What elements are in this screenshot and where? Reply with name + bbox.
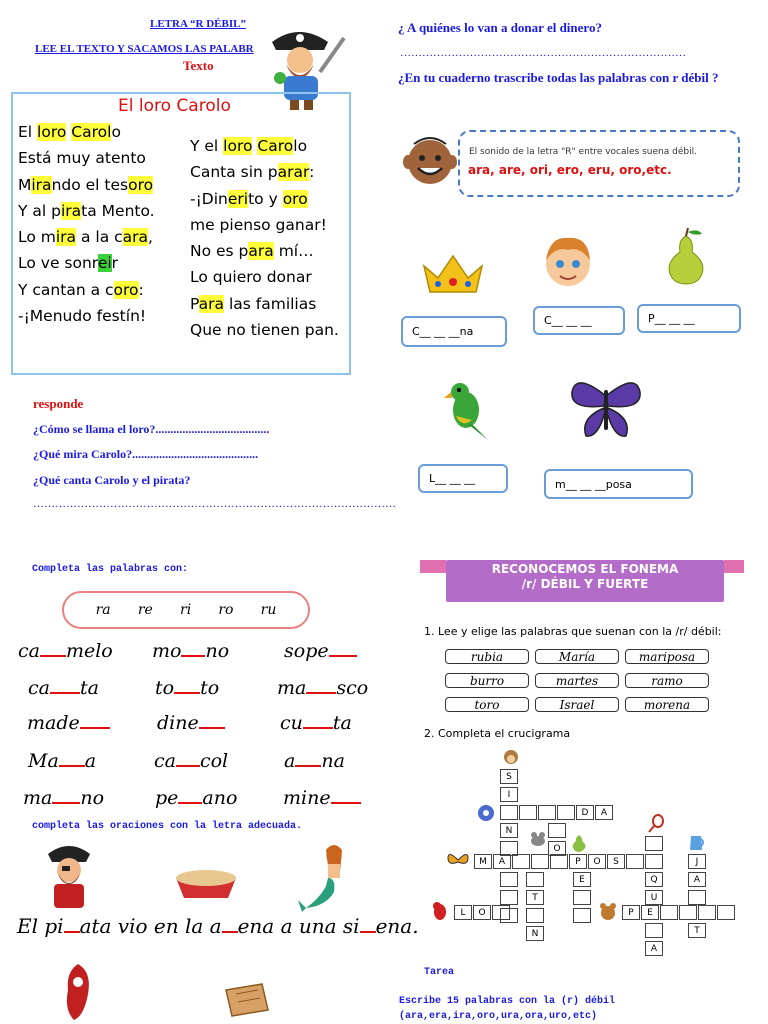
question-donate: ¿ A quiénes lo van a donar el dinero?: [398, 20, 602, 35]
crossword-cell[interactable]: S: [607, 854, 625, 869]
poem-line: No es para mí…: [190, 242, 314, 261]
butterfly-icon: [566, 372, 646, 444]
crossword-cell[interactable]: [688, 890, 706, 905]
poem-line: Y cantan a coro:: [18, 280, 144, 299]
poem-line: Lo mira a la cara,: [18, 228, 153, 247]
crossword-cell[interactable]: [500, 890, 518, 905]
tarea-line-1: Escribe 15 palabras con la (r) débil: [399, 996, 616, 1007]
poem-right-stanza: [190, 133, 339, 343]
word-chip[interactable]: Israel: [535, 697, 619, 712]
crossword-cell[interactable]: S: [500, 769, 518, 784]
crossword-cell[interactable]: O: [548, 841, 566, 856]
syllable: ra: [95, 602, 111, 618]
crossword-cell[interactable]: [679, 905, 697, 920]
crossword-cell[interactable]: [492, 905, 510, 920]
read-instruction: LEE EL TEXTO Y SACAMOS LAS PALABR: [35, 43, 254, 55]
crossword-cell[interactable]: [548, 823, 566, 838]
red-object-icon: [60, 960, 96, 1022]
poem-line: -¡Dinerito y oro: [190, 189, 308, 208]
crossword-instruction: 2. Completa el crucigrama: [424, 727, 571, 740]
banner-accent: [420, 560, 446, 573]
tip-examples: ara, are, ori, ero, eru, oro,etc.: [468, 163, 672, 177]
jar-icon: [686, 832, 706, 852]
word-chip[interactable]: mariposa: [625, 649, 709, 664]
crossword-cell[interactable]: [538, 805, 556, 820]
crossword-cell[interactable]: T: [688, 923, 706, 938]
word-chip[interactable]: martes: [535, 673, 619, 688]
fill-word[interactable]: ma sco: [277, 677, 369, 699]
sentence-instruction: completa las oraciones con la letra adecuada.: [32, 821, 303, 832]
poem-line: Está muy atento: [18, 149, 146, 168]
child-face-icon: [540, 232, 596, 290]
crossword-cell[interactable]: [519, 805, 537, 820]
poem-left-stanza: [18, 119, 155, 329]
choose-instruction: 1. Lee y elige las palabras que suenan con la /r/ débil:: [424, 625, 722, 638]
crossword-cell[interactable]: [645, 923, 663, 938]
texto-label: Texto: [183, 58, 214, 73]
fill-word[interactable]: mine: [283, 787, 361, 809]
crossword-cell[interactable]: O: [588, 854, 606, 869]
monkey-icon: [502, 748, 520, 768]
poem-line: Que no tienen pan.: [190, 321, 339, 340]
poem-line: Lo ve sonreir: [18, 254, 119, 273]
parrot-icon: [442, 380, 494, 444]
answer-line-donate[interactable]: ……………………………………………………………………: [400, 47, 686, 59]
butterfly-small-icon: [446, 850, 470, 870]
tarea-text: [399, 994, 615, 1024]
syllable: ri: [180, 602, 192, 618]
crossword-cell[interactable]: [645, 854, 663, 869]
loro-answer-box[interactable]: L__ __ __: [418, 464, 508, 493]
poem-line: Para las familias: [190, 294, 317, 313]
pirate-icon: [40, 840, 98, 910]
poem-line: me pienso ganar!: [190, 215, 327, 234]
mariposa-answer-box[interactable]: m__ __ __posa: [544, 469, 693, 499]
racket-icon: [646, 814, 666, 834]
responde-label: responde: [33, 396, 84, 411]
parrot-small-icon: [428, 900, 450, 922]
crossword-cell[interactable]: [573, 890, 591, 905]
fill-word[interactable]: sope: [284, 640, 357, 662]
fill-word[interactable]: Ma a: [28, 750, 97, 772]
crossword-cell[interactable]: [550, 854, 568, 869]
syllable: ru: [260, 602, 277, 618]
complete-instruction: Completa las palabras con:: [32, 564, 189, 575]
banner-accent: [724, 560, 744, 573]
crossword-cell[interactable]: A: [645, 941, 663, 956]
question-carolo-looks: ¿Qué mira Carolo?..........................................: [33, 447, 259, 461]
fill-word[interactable]: made: [27, 712, 110, 734]
crossword-cell[interactable]: U: [645, 890, 663, 905]
crossword-cell[interactable]: D: [576, 805, 594, 820]
syllable: ro: [218, 602, 234, 618]
word-chip[interactable]: María: [535, 649, 619, 664]
word-chip[interactable]: ramo: [625, 673, 709, 688]
fill-word[interactable]: dine: [157, 712, 225, 734]
crossword-cell[interactable]: J: [688, 854, 706, 869]
poem-line: Mirando el tesoro: [18, 175, 154, 194]
poem-line: -¡Menudo festín!: [18, 307, 147, 326]
crossword-cell[interactable]: [573, 908, 591, 923]
fill-word[interactable]: ca melo: [18, 640, 113, 662]
question-loro-name: ¿Cómo se llama el loro?......................................: [33, 422, 270, 436]
syllable-cloud: [62, 591, 310, 629]
crossword-cell[interactable]: E: [573, 872, 591, 887]
syllable: re: [137, 602, 153, 618]
tile-icon: [218, 980, 274, 1020]
crown-icon: [420, 252, 486, 296]
crossword-cell[interactable]: E: [641, 905, 659, 920]
tip-text: El sonido de la letra "R" entre vocales suena débil.: [469, 147, 697, 157]
word-chip[interactable]: morena: [625, 697, 709, 712]
word-chip[interactable]: toro: [445, 697, 529, 712]
dial-icon: [476, 803, 496, 823]
fill-word[interactable]: ma no: [23, 787, 105, 809]
poem-line: El loro Carolo: [18, 123, 121, 141]
tarea-line-2: (ara,era,ira,oro,ura,ora,uro,etc): [399, 1011, 598, 1022]
crossword-cell[interactable]: [626, 854, 644, 869]
pear-small-icon: [570, 832, 588, 852]
banner-title: RECONOCEMOS EL FONEMA: [491, 562, 679, 576]
fill-word[interactable]: pe ano: [155, 787, 238, 809]
word-chip[interactable]: rubia: [445, 649, 529, 664]
crossword-cell[interactable]: [531, 854, 549, 869]
cara-answer-box[interactable]: C__ __ __: [533, 306, 625, 335]
crossword-cell[interactable]: P: [622, 905, 640, 920]
crossword-cell[interactable]: L: [454, 905, 472, 920]
crossword-cell[interactable]: M: [474, 854, 492, 869]
worksheet-title: LETRA “R DÉBIL”: [150, 18, 246, 30]
question-carolo-sings: ¿Qué canta Carolo y el pirata?: [33, 473, 191, 487]
pera-answer-box[interactable]: P__ __ __: [637, 304, 741, 333]
mermaid-icon: [296, 842, 362, 914]
crossword-cell[interactable]: [645, 836, 663, 851]
fill-word[interactable]: ca col: [154, 750, 229, 772]
crossword-cell[interactable]: [500, 805, 518, 820]
mouse-icon: [529, 829, 547, 849]
fill-word[interactable]: to to: [155, 677, 220, 699]
crossword-cell[interactable]: P: [569, 854, 587, 869]
bear-icon: [598, 900, 618, 922]
poem-line: Canta sin parar:: [190, 163, 315, 182]
word-chip[interactable]: burro: [445, 673, 529, 688]
boy-face-icon: [402, 132, 460, 188]
question-transcribe: ¿En tu cuaderno trascribe todas las palabras con r débil ?: [398, 70, 719, 85]
crossword-cell[interactable]: [717, 905, 735, 920]
crossword-cell[interactable]: [660, 905, 678, 920]
crossword-cell[interactable]: A: [493, 854, 511, 869]
answer-line[interactable]: ………………………………………………………………………………………: [33, 498, 396, 510]
crossword-cell[interactable]: [526, 872, 544, 887]
crossword-cell[interactable]: [512, 854, 530, 869]
fill-word[interactable]: ca ta: [28, 677, 99, 699]
tarea-label: Tarea: [424, 967, 455, 978]
crossword-cell[interactable]: [698, 905, 716, 920]
crossword-cell[interactable]: [500, 872, 518, 887]
crossword-cell[interactable]: Q: [645, 872, 663, 887]
crossword-cell[interactable]: T: [526, 890, 544, 905]
crossword-cell[interactable]: N: [526, 926, 544, 941]
crossword-cell[interactable]: I: [500, 787, 518, 802]
sentence-fill[interactable]: El pi ata vio en la a ena a una si ena.: [17, 914, 419, 938]
fill-word[interactable]: a na: [284, 750, 345, 772]
sand-tray-icon: [170, 862, 242, 906]
fill-word[interactable]: mo no: [152, 640, 230, 662]
poem-title: El loro Carolo: [118, 96, 231, 116]
crossword-cell[interactable]: O: [473, 905, 491, 920]
crossword-cell[interactable]: [526, 908, 544, 923]
crossword-cell[interactable]: A: [688, 872, 706, 887]
fill-word[interactable]: cu ta: [280, 712, 352, 734]
poem-line: Y al pirata Mento.: [18, 201, 155, 220]
crossword-cell[interactable]: [557, 805, 575, 820]
pear-icon: [662, 226, 710, 286]
crossword-cell[interactable]: A: [595, 805, 613, 820]
banner-subtitle: /r/ DÉBIL Y FUERTE: [521, 577, 649, 591]
poem-line: Y el loro Carolo: [190, 137, 308, 155]
poem-line: Lo quiero donar: [190, 268, 312, 287]
corona-answer-box[interactable]: C__ __ __na: [401, 316, 507, 347]
crossword-cell[interactable]: N: [500, 823, 518, 838]
